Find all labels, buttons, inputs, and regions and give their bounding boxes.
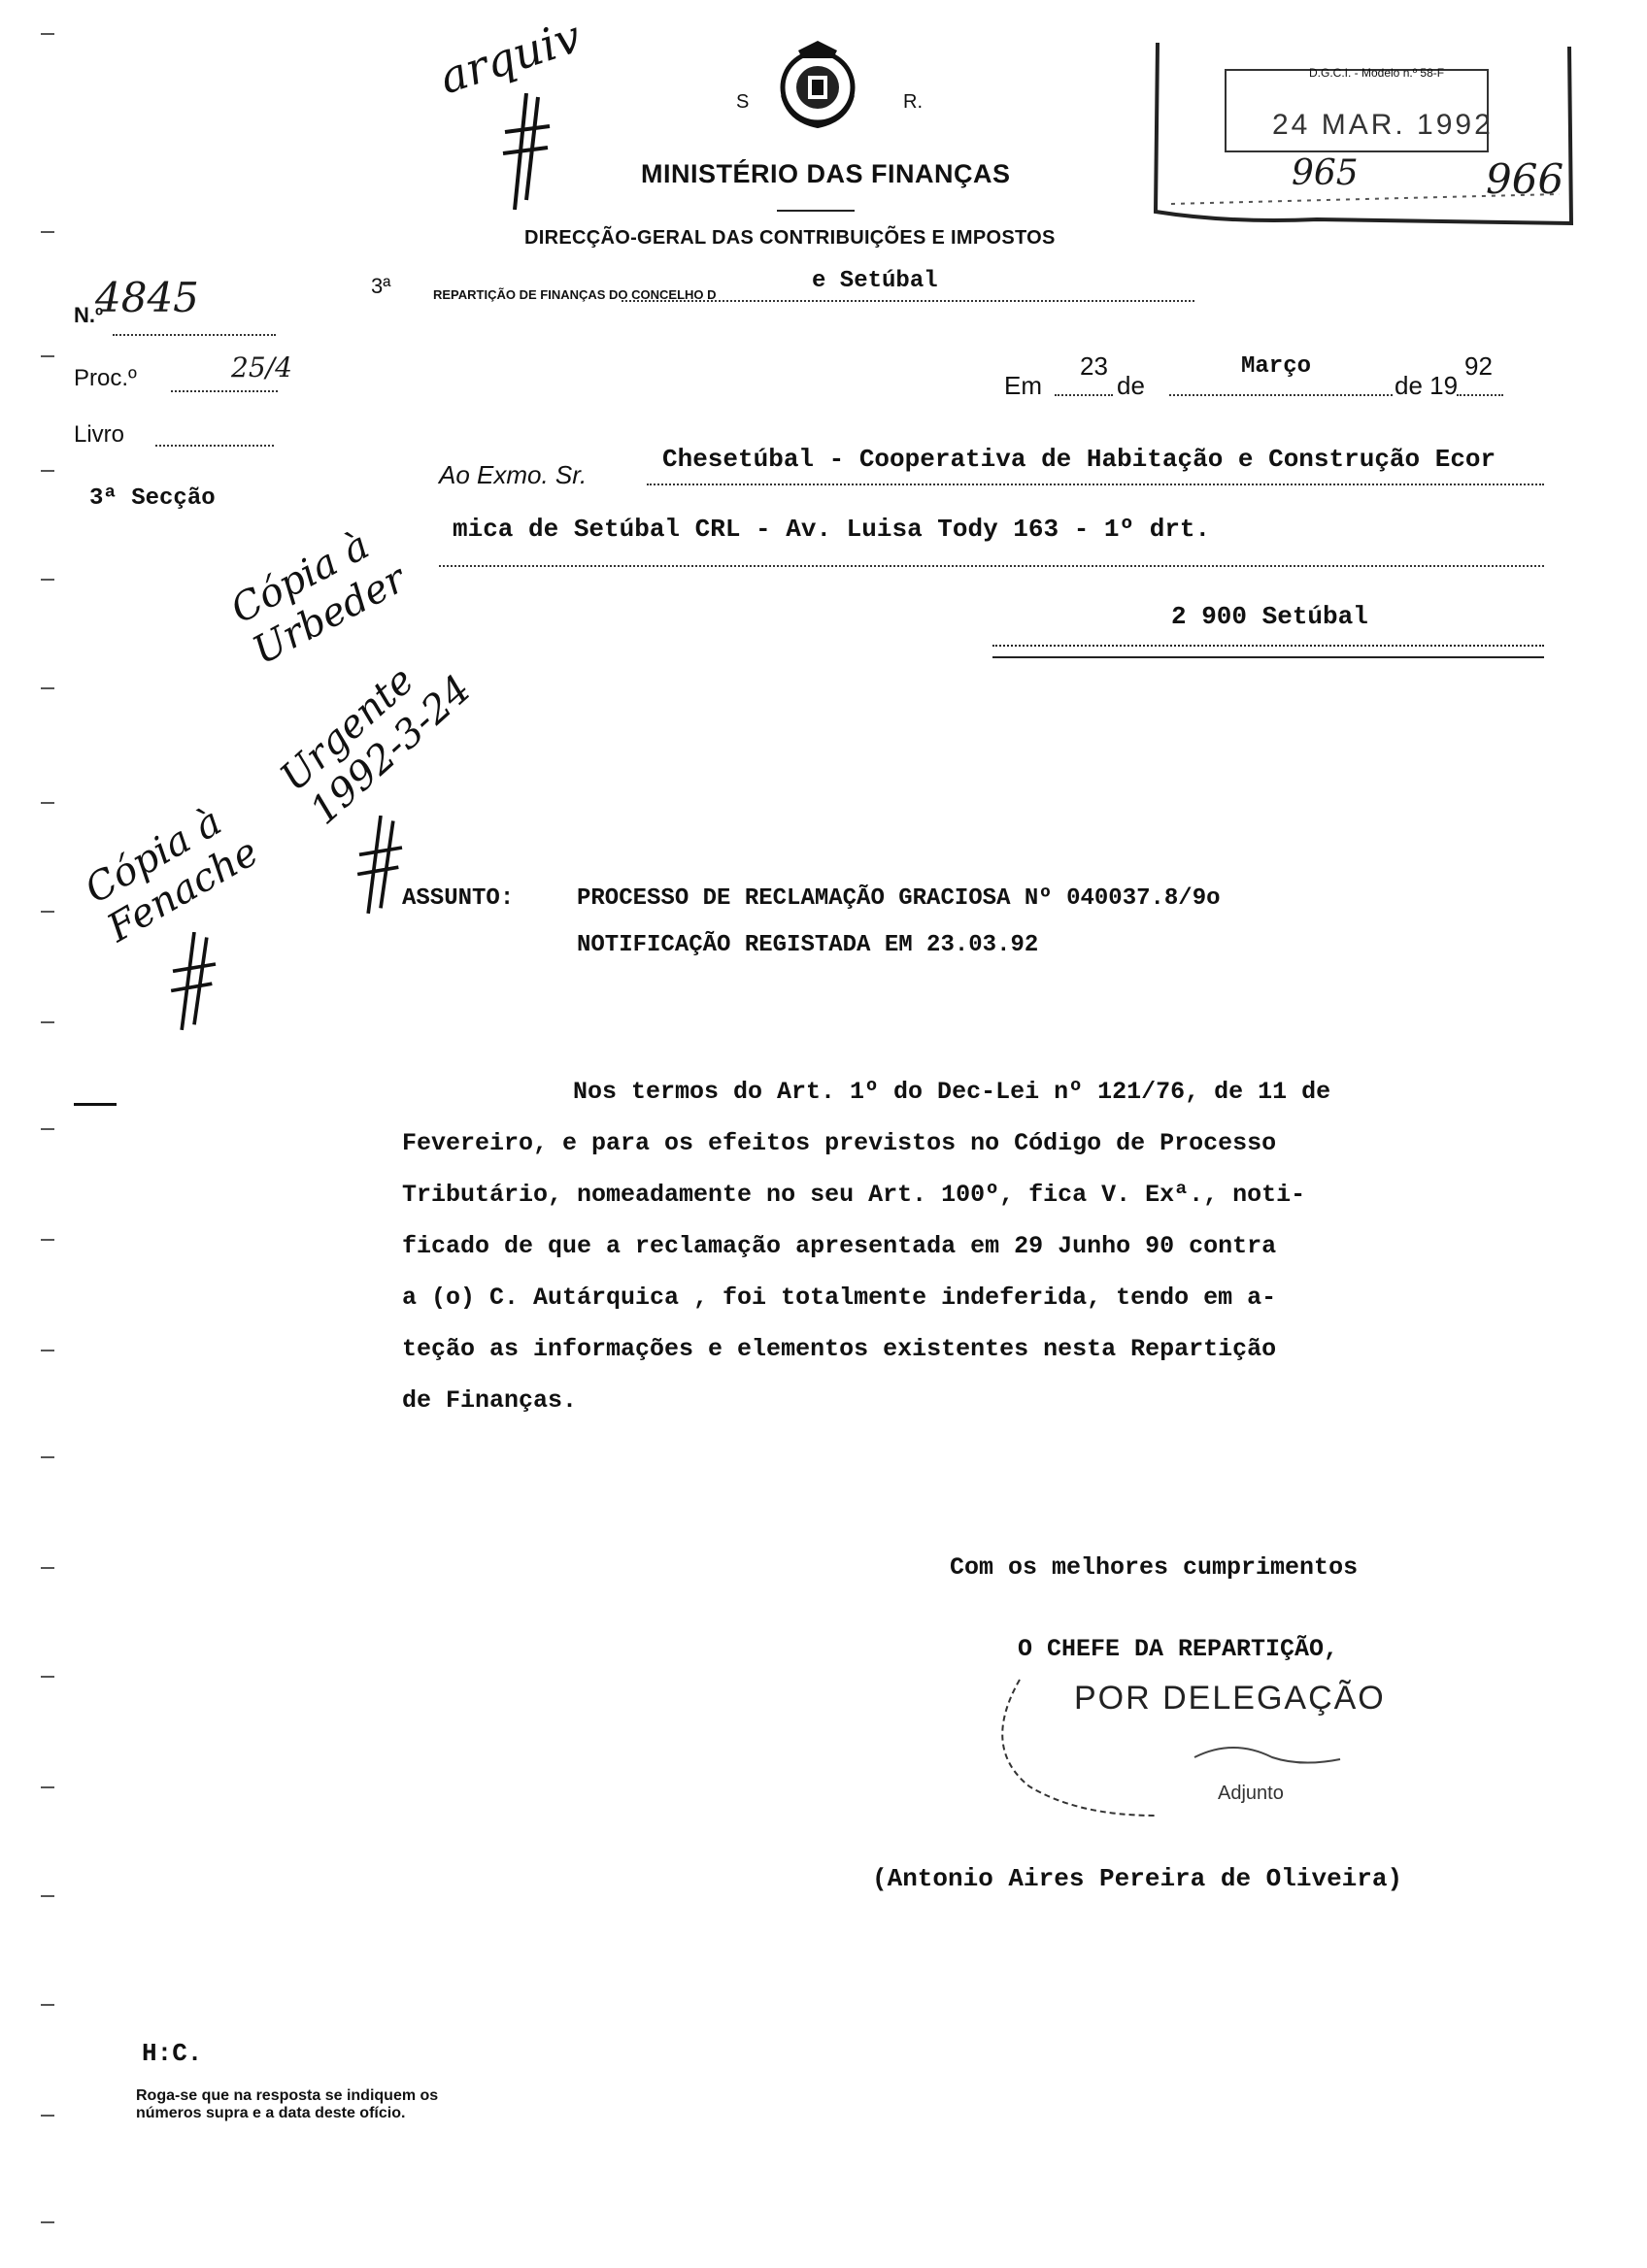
subject-label: ASSUNTO: (402, 885, 515, 912)
initials: H:C. (142, 2039, 203, 2068)
body-line: Nos termos do Art. 1º do Dec-Lei nº 121/76, de 11 de (573, 1078, 1331, 1106)
salutation: Ao Exmo. Sr. (439, 460, 588, 489)
number-fill-line (113, 334, 276, 336)
date-year: 92 (1464, 351, 1493, 381)
office-label: REPARTIÇÃO DE FINANÇAS DO CONCELHO D (433, 287, 717, 302)
closing-greeting: Com os melhores cumprimentos (950, 1553, 1359, 1582)
date-em-label: Em (1004, 371, 1042, 400)
handwritten-note-copy-1: Cópia à Urbeder (223, 522, 414, 674)
body-text (402, 1066, 1490, 1426)
footer-note: Roga-se que na resposta se indiquem os números supra e a data deste ofício. (136, 2087, 439, 2121)
address-fill-line-1 (647, 484, 1544, 485)
address-line-1: Chesetúbal - Cooperativa de Habitação e Construção Ecor (662, 445, 1496, 474)
handwritten-note-urgent: Urgente 1992-3-24 (272, 657, 481, 834)
office-fill-line (622, 300, 1194, 302)
date-de-label: de (1117, 371, 1145, 400)
delegation-stamp: POR DELEGAÇÃO (1074, 1680, 1386, 1717)
stamp-handwritten-number: 965 (1292, 153, 1359, 193)
proc-fill-line (171, 390, 278, 392)
section-label: 3ª Secção (89, 485, 216, 512)
adjunto-label: Adjunto (1218, 1783, 1284, 1804)
body-line: Tributário, nomeadamente no seu Art. 100º, fica V. Exª., noti- (402, 1181, 1306, 1209)
body-line: ficado de que a reclamação apresentada em 29 Junho 90 contra (402, 1232, 1277, 1260)
stamp-date: 24 MAR. 1992 (1272, 109, 1494, 141)
handwritten-note-top: arquiv (433, 9, 588, 105)
office-value: e Setúbal (812, 268, 938, 294)
directorate-title: DIRECÇÃO-GERAL DAS CONTRIBUIÇÕES E IMPOSTOS (524, 227, 1056, 249)
proc-label: Proc.º (74, 365, 137, 391)
number-label: N.º (74, 303, 104, 327)
ministry-title: MINISTÉRIO DAS FINANÇAS (641, 159, 1011, 188)
number-value: 4845 (95, 274, 199, 321)
date-year-label: de 19 (1395, 371, 1459, 400)
proc-value: 25/4 (231, 351, 292, 384)
address-underline (992, 656, 1544, 658)
handwritten-mark-icon (352, 816, 410, 922)
handwritten-note-copy-2: Cópia à Fenache (78, 799, 266, 951)
handwritten-mark-icon (165, 932, 223, 1039)
date-month: Março (1241, 353, 1312, 380)
body-line: Fevereiro, e para os efeitos previstos no Código de Processo (402, 1129, 1277, 1157)
date-day: 23 (1080, 351, 1108, 381)
subject-line-1: PROCESSO DE RECLAMAÇÃO GRACIOSA Nº 040037.8/9o (577, 885, 1221, 912)
date-day-line (1055, 394, 1113, 396)
crest-letter-r: R. (903, 91, 923, 113)
address-line-2: mica de Setúbal CRL - Av. Luisa Tody 163 - 1º drt. (453, 515, 1211, 544)
crest-letter-s: S (736, 91, 750, 113)
subject-line-2: NOTIFICAÇÃO REGISTADA EM 23.03.92 (577, 932, 1039, 958)
divider (777, 210, 855, 212)
body-line: a (o) C. Autárquica , foi totalmente indeferida, tendo em a- (402, 1284, 1277, 1312)
stamp-model-text: D.G.C.I. - Modelo n.º 58-F (1309, 66, 1445, 80)
coat-of-arms-icon (769, 37, 866, 134)
office-number: 3ª (371, 274, 391, 298)
handwritten-mark-icon (497, 93, 555, 210)
livro-fill-line (155, 445, 274, 447)
body-line: de Finanças. (402, 1386, 578, 1415)
address-fill-line-3 (992, 645, 1544, 647)
date-month-line (1169, 394, 1393, 396)
livro-label: Livro (74, 421, 125, 448)
address-line-3: 2 900 Setúbal (1171, 602, 1368, 631)
address-fill-line-2 (439, 565, 1544, 567)
body-line: teção as informações e elementos existentes nesta Repartição (402, 1335, 1277, 1363)
date-year-line (1457, 394, 1503, 396)
stamp-handwritten-number-2: 966 (1486, 155, 1564, 203)
signatory-title: O CHEFE DA REPARTIÇÃO, (1018, 1635, 1339, 1663)
signatory-name: (Antonio Aires Pereira de Oliveira) (872, 1864, 1403, 1893)
